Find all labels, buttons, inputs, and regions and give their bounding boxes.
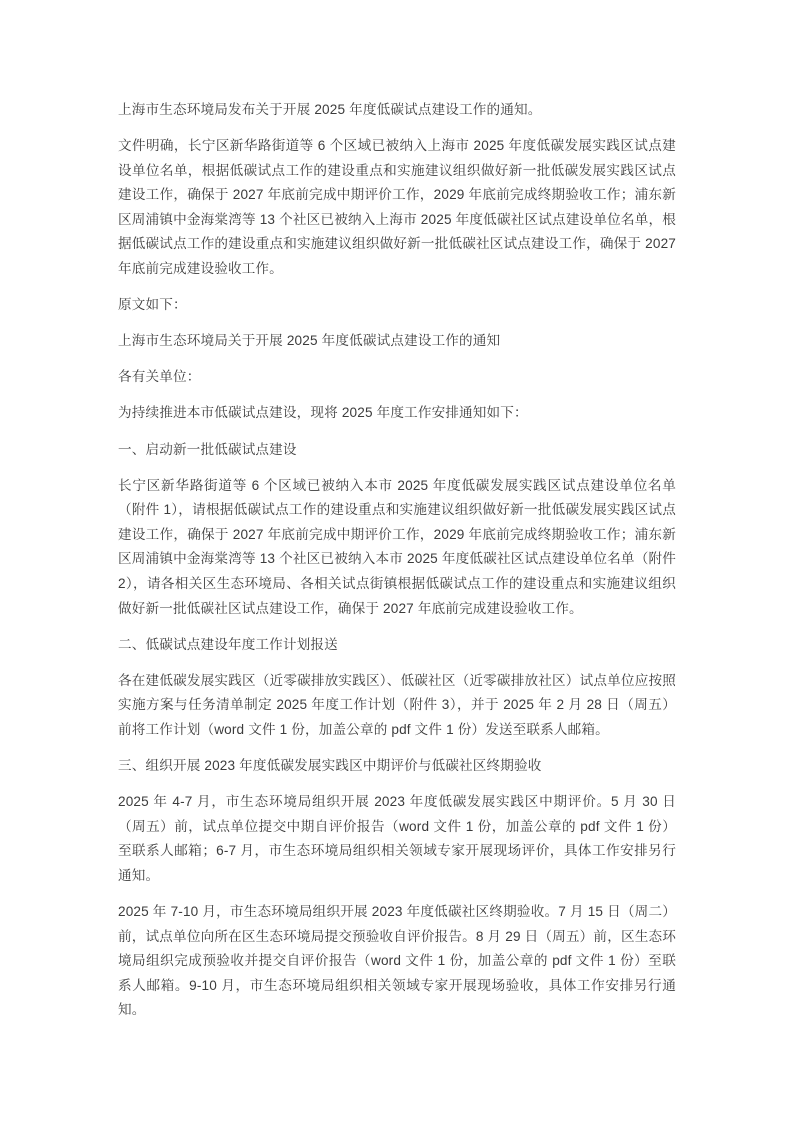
- paragraph-summary-lead: 上海市生态环境局发布关于开展 2025 年度低碳试点建设工作的通知。: [118, 102, 542, 117]
- document-text-body: [118, 98, 680, 1023]
- paragraph-original-text-label: 原文如下：: [118, 297, 187, 313]
- section-2-body: 各在建低碳发展实践区（近零碳排放实践区）、低碳社区（近零碳排放社区）试点单位应按照实施方案与任务清单制定 2025 年度工作计划（附件 3），并于 2025 年 2 月 28 日（周五）前将工作计划（word 文件 1 份，加盖公章的 pdf 文件 1 份）发送至联系人邮箱。: [118, 672, 676, 737]
- paragraph-preamble: 为持续推进本市低碳试点建设，现将 2025 年度工作安排通知如下：: [118, 405, 528, 421]
- section-3-body-2: 2025 年 7-10 月，市生态环境局组织开展 2023 年度低碳社区终期验收。7 月 15 日（周二）前，试点单位向所在区生态环境局提交预验收自评价报告。8 月 29 日（周五）前，区生态环境局组织完成预验收并提交自评价报告（word 文件 1 份，加盖公章的 pdf 文件 1 份）至联系人邮箱。9-10 月，市生态环境局组织相关领域专家开展现场验收，具体工作安排另行通知。: [118, 904, 676, 1018]
- paragraph-summary-body: 文件明确，长宁区新华路街道等 6 个区域已被纳入上海市 2025 年度低碳发展实践区试点建设单位名单，根据低碳试点工作的建设重点和实施建议组织做好新一批低碳发展实践区试点建设工作，确保于 2027 年底前完成中期评价工作，2029 年底前完成终期验收工作；浦东新区周浦镇中金海棠湾等 13 个社区已被纳入上海市 2025 年度低碳社区试点建设单位名单，根据低碳试点工作的建设重点和实施建议组织做好新一批低碳社区试点建设工作，确保于 2027 年底前完成建设验收工作。: [118, 138, 680, 277]
- section-3-body-1: 2025 年 4-7 月，市生态环境局组织开展 2023 年度低碳发展实践区中期评价。5 月 30 日（周五）前，试点单位提交中期自评价报告（word 文件 1 份，加盖公章的 pdf 文件 1 份）至联系人邮箱；6-7 月，市生态环境局组织相关领域专家开展现场评价，具体工作安排另行通知。: [118, 794, 676, 883]
- section-3-heading: 三、组织开展 2023 年度低碳发展实践区中期评价与低碳社区终期验收: [118, 758, 542, 774]
- section-2-heading: 二、低碳试点建设年度工作计划报送: [118, 636, 338, 652]
- paragraph-notice-title: 上海市生态环境局关于开展 2025 年度低碳试点建设工作的通知: [118, 333, 501, 349]
- paragraph-salutation: 各有关单位：: [118, 369, 201, 385]
- section-1-body: 长宁区新华路街道等 6 个区域已被纳入本市 2025 年度低碳发展实践区试点建设单位名单（附件 1），请根据低碳试点工作的建设重点和实施建议组织做好新一批低碳发展实践区试点建设工作，确保于 2027 年底前完成中期评价工作，2029 年底前完成终期验收工作；浦东新区周浦镇中金海棠湾等 13 个社区已被纳入本市 2025 年度低碳社区试点建设单位名单（附件 2），请各相关区生态环境局、各相关试点街镇根据低碳试点工作的建设重点和实施建议组织做好新一批低碳社区试点建设工作，确保于 2027 年底前完成建设验收工作。: [118, 477, 680, 616]
- section-1-heading: 一、启动新一批低碳试点建设: [118, 441, 297, 457]
